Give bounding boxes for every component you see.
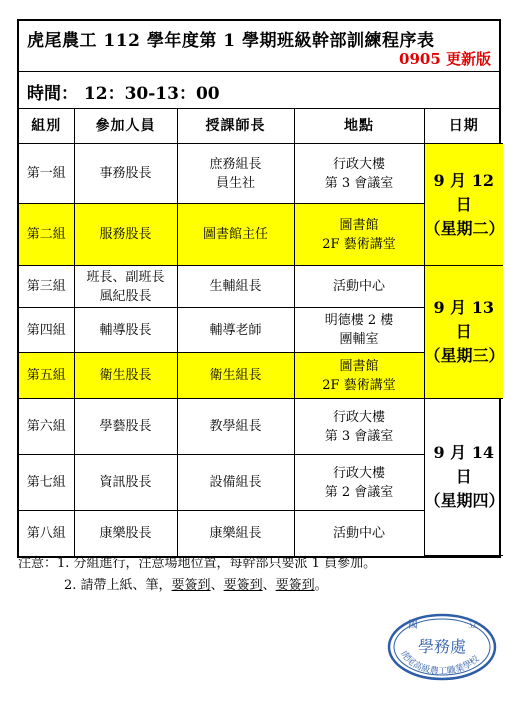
document-title: 虎尾農工 112 學年度第 1 學期班級幹部訓練程序表: [27, 31, 435, 51]
group-cell: 第一組: [19, 144, 74, 204]
location-cell: 活動中心: [294, 266, 424, 308]
participant-line: 風紀股長: [99, 288, 152, 304]
teacher-cell: 衛生組長: [177, 353, 294, 399]
column-header-group: 組別: [19, 109, 74, 144]
participant-cell: [74, 266, 177, 308]
teacher-cell: 設備組長: [177, 455, 294, 511]
date-cell: [424, 266, 503, 399]
note-line-2: [18, 575, 376, 597]
note-separator: 、: [262, 578, 276, 593]
svg-text:學務處: 學務處: [417, 637, 467, 656]
schedule-sheet: [17, 19, 505, 558]
weekday-text: （星期四）: [424, 491, 505, 510]
group-cell: 第二組: [19, 204, 74, 266]
participant-cell: 衛生股長: [74, 353, 177, 399]
date-text: 9 月 12 日: [433, 170, 495, 214]
location-line: 第 2 會議室: [324, 484, 394, 500]
column-header-teacher: 授課師長: [177, 109, 294, 144]
location-cell: [294, 399, 424, 455]
note-line-1: [18, 553, 376, 575]
location-cell: [294, 353, 424, 399]
participant-line: 班長、副班長: [86, 269, 165, 285]
note-text: 2. 請帶上紙、筆，: [64, 578, 172, 593]
group-cell: 第五組: [19, 353, 74, 399]
teacher-cell: [177, 144, 294, 204]
teacher-line: 庶務組長: [209, 156, 262, 172]
location-line: 2F 藝術講堂: [322, 377, 396, 393]
notes-prefix: 注意：: [18, 556, 58, 571]
group-cell: 第八組: [19, 511, 74, 556]
schedule-table: [19, 109, 503, 556]
group-cell: 第三組: [19, 266, 74, 308]
update-version-label: 0905 更新版: [399, 50, 491, 68]
column-header-date: 日期: [424, 109, 503, 144]
column-header-location: 地點: [294, 109, 424, 144]
location-cell: [294, 144, 424, 204]
table-header-row: [19, 109, 503, 144]
location-line: 行政大樓: [332, 156, 385, 172]
group-cell: 第七組: [19, 455, 74, 511]
note-separator: 、: [210, 578, 224, 593]
teacher-cell: 生輔組長: [177, 266, 294, 308]
teacher-cell: 教學組長: [177, 399, 294, 455]
participant-cell: 康樂股長: [74, 511, 177, 556]
svg-text:立: 立: [468, 620, 478, 631]
teacher-line: 員生社: [215, 175, 255, 191]
participant-cell: 資訊股長: [74, 455, 177, 511]
date-text: 9 月 13 日: [433, 298, 495, 341]
teacher-cell: 康樂組長: [177, 511, 294, 556]
location-cell: [294, 308, 424, 353]
participant-cell: 服務股長: [74, 204, 177, 266]
school-seal-stamp: [386, 612, 498, 682]
date-cell: [424, 144, 503, 266]
group-cell: 第四組: [19, 308, 74, 353]
title-row: [19, 21, 499, 72]
note-text: 1. 分組進行，注意場地位置，每幹部只要派 1 員參加。: [57, 556, 377, 571]
sign-in-text: 要簽到: [171, 578, 211, 593]
participant-cell: 學藝股長: [74, 399, 177, 455]
sign-in-text: 要簽到: [275, 578, 315, 593]
teacher-cell: 輔導老師: [177, 308, 294, 353]
teacher-cell: 圖書館主任: [177, 204, 294, 266]
notes-section: [18, 553, 376, 597]
location-line: 第 3 會議室: [324, 175, 394, 191]
weekday-text: （星期三）: [424, 346, 505, 365]
sign-in-text: 要簽到: [223, 578, 263, 593]
location-cell: [294, 204, 424, 266]
column-header-participant: 參加人員: [74, 109, 177, 144]
location-line: 圖書館: [339, 358, 379, 374]
location-cell: [294, 455, 424, 511]
participant-cell: 輔導股長: [74, 308, 177, 353]
svg-text:虎尾高級農工職業學校: 虎尾高級農工職業學校: [398, 649, 482, 678]
location-line: 2F 藝術講堂: [322, 236, 396, 252]
location-line: 行政大樓: [332, 409, 385, 425]
location-line: 明德樓 2 樓: [324, 313, 394, 328]
location-line: 第 3 會議室: [324, 428, 394, 444]
location-cell: 活動中心: [294, 511, 424, 556]
svg-text:國: 國: [408, 620, 418, 631]
date-text: 9 月 14 日: [433, 443, 495, 486]
location-line: 團輔室: [339, 332, 379, 347]
table-row: [19, 399, 503, 455]
time-row: [19, 72, 499, 109]
location-line: 圖書館: [339, 217, 379, 233]
date-cell: [424, 399, 503, 556]
table-row: [19, 266, 503, 308]
session-time: 時間： 12：30-13：00: [27, 84, 220, 104]
location-line: 行政大樓: [332, 465, 385, 481]
table-row: [19, 144, 503, 204]
weekday-text: （星期二）: [424, 218, 505, 238]
note-end: 。: [314, 578, 328, 593]
group-cell: 第六組: [19, 399, 74, 455]
participant-cell: 事務股長: [74, 144, 177, 204]
